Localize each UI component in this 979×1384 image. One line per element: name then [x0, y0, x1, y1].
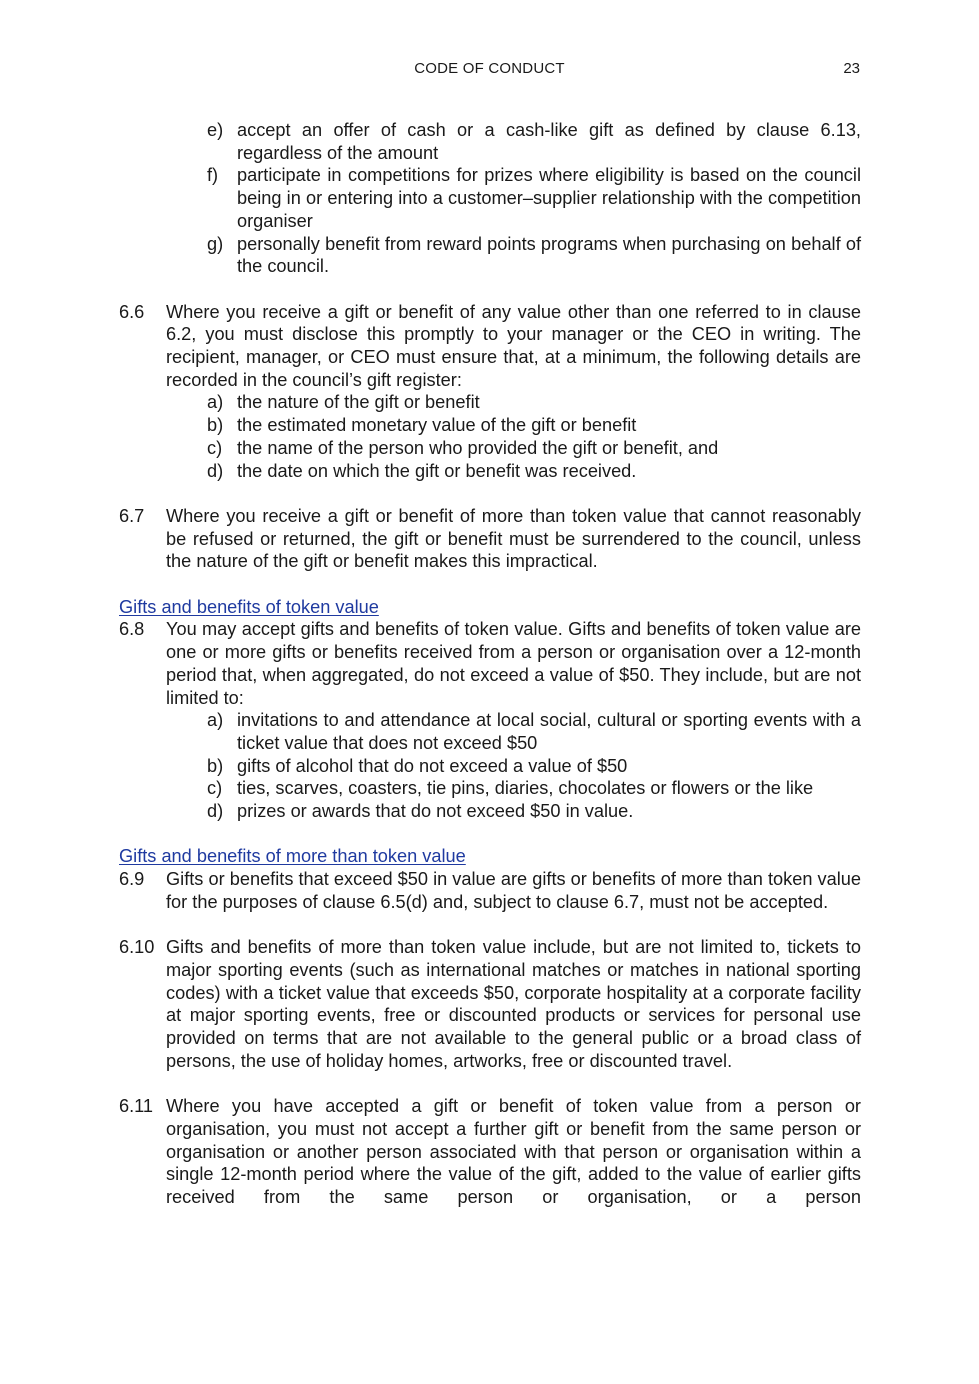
- clause-text: Gifts or benefits that exceed $50 in value are gifts or benefits of more than token value for the purposes of clause 6.5(d) and, subject to clause 6.7, must not be accepted.: [166, 869, 861, 912]
- clause-text: Where you receive a gift or benefit of more than token value that cannot reasonably be refused or returned, the gift or benefit must be surrendered to the council, unless the nature of the gift or benefit makes this impractical.: [166, 505, 861, 572]
- list-item-text: the nature of the gift or benefit: [237, 392, 480, 413]
- list-marker: g): [207, 233, 224, 254]
- list-marker: c): [207, 778, 223, 799]
- list-item: [207, 437, 861, 460]
- document-title: CODE OF CONDUCT: [414, 60, 565, 77]
- list-item: [207, 233, 861, 278]
- clause-text: Where you have accepted a gift or benefit of token value from a person or organisation, you must not accept a further gift or benefit from the same person or organisation or another person associated with that person or organisation within a single 12-month period where the value of the gift, added to the value of earlier gifts received from the same person or organisation, or a person: [166, 1096, 861, 1207]
- clause-number: 6.8: [119, 619, 145, 640]
- clause-6-6: [119, 301, 861, 483]
- clause-number: 6.6: [119, 301, 145, 322]
- page-header: [0, 59, 979, 79]
- clause-6-10: [119, 936, 861, 1072]
- clause-text: Where you receive a gift or benefit of any value other than one referred to in clause 6.2, you must disclose this promptly to your manager or the CEO in writing. The recipient, manager, or CEO must ensure that, at a minimum, the following details are recorded in the council’s gift register:: [166, 301, 861, 390]
- clause-sublist: [207, 709, 861, 823]
- list-item-text: the name of the person who provided the gift or benefit, and: [237, 437, 719, 458]
- list-marker: d): [207, 460, 224, 481]
- list-item: [207, 777, 861, 800]
- list-item-text: invitations to and attendance at local social, cultural or sporting events with a ticket value that does not exceed $50: [237, 710, 861, 753]
- list-item: [207, 414, 861, 437]
- list-item-text: personally benefit from reward points programs when purchasing on behalf of the council.: [237, 233, 861, 277]
- list-item: [207, 164, 861, 232]
- clause-6-9: [119, 868, 861, 913]
- continued-list: [207, 119, 861, 278]
- list-marker: b): [207, 415, 224, 436]
- clause-text: You may accept gifts and benefits of token value. Gifts and benefits of token value are one or more gifts or benefits received from a person or organisation over a 12-month period that, when aggregated, do not exceed a value of $50. They include, but are not limited to:: [166, 619, 861, 708]
- list-marker: a): [207, 392, 224, 413]
- list-item: [207, 709, 861, 754]
- clause-number: 6.10: [119, 937, 155, 958]
- section-heading-text: Gifts and benefits of token value: [119, 596, 379, 617]
- clause-text: Gifts and benefits of more than token value include, but are not limited to, tickets to major sporting events (such as international matches or matches in national sporting codes) with a ticket value that exceeds $50, corporate hospitality at a corporate facility at major sporting events, free or discounted products or services for personal use provided on terms that are not available to the general public or a broad class of persons, the use of holiday homes, artworks, free or discounted travel.: [166, 937, 861, 1071]
- clause-6-8: [119, 618, 861, 822]
- list-item-text: the estimated monetary value of the gift or benefit: [237, 415, 637, 436]
- list-item: [207, 391, 861, 414]
- clause-number: 6.7: [119, 505, 145, 526]
- section-heading-token-value: [119, 596, 861, 619]
- clause-sublist: [207, 391, 861, 482]
- clause-6-7: [119, 505, 861, 573]
- list-marker: e): [207, 120, 224, 140]
- document-body: [119, 119, 861, 1209]
- list-item-text: gifts of alcohol that do not exceed a value of $50: [237, 755, 628, 776]
- list-item: [207, 800, 861, 823]
- list-item-text: prizes or awards that do not exceed $50 in value.: [237, 801, 634, 822]
- list-marker: d): [207, 801, 224, 822]
- list-marker: c): [207, 437, 223, 458]
- list-item-text: participate in competitions for prizes where eligibility is based on the council being in or entering into a customer–supplier relationship with the competition organiser: [237, 165, 861, 231]
- list-marker: b): [207, 755, 224, 776]
- list-item: [207, 755, 861, 778]
- list-item: [207, 119, 861, 164]
- list-item: [207, 460, 861, 483]
- clause-number: 6.11: [119, 1096, 154, 1117]
- clause-6-11: [119, 1095, 861, 1209]
- section-heading-text: Gifts and benefits of more than token value: [119, 846, 466, 867]
- list-marker: a): [207, 710, 224, 731]
- list-marker: f): [207, 165, 219, 186]
- section-heading-more-than-token: [119, 845, 861, 868]
- list-item-text: the date on which the gift or benefit was received.: [237, 460, 637, 481]
- list-item-text: ties, scarves, coasters, tie pins, diaries, chocolates or flowers or the like: [237, 778, 814, 799]
- page-number: 23: [843, 60, 860, 77]
- clause-number: 6.9: [119, 869, 145, 890]
- list-item-text: accept an offer of cash or a cash-like gift as defined by clause 6.13, regardless of the amount: [237, 120, 861, 163]
